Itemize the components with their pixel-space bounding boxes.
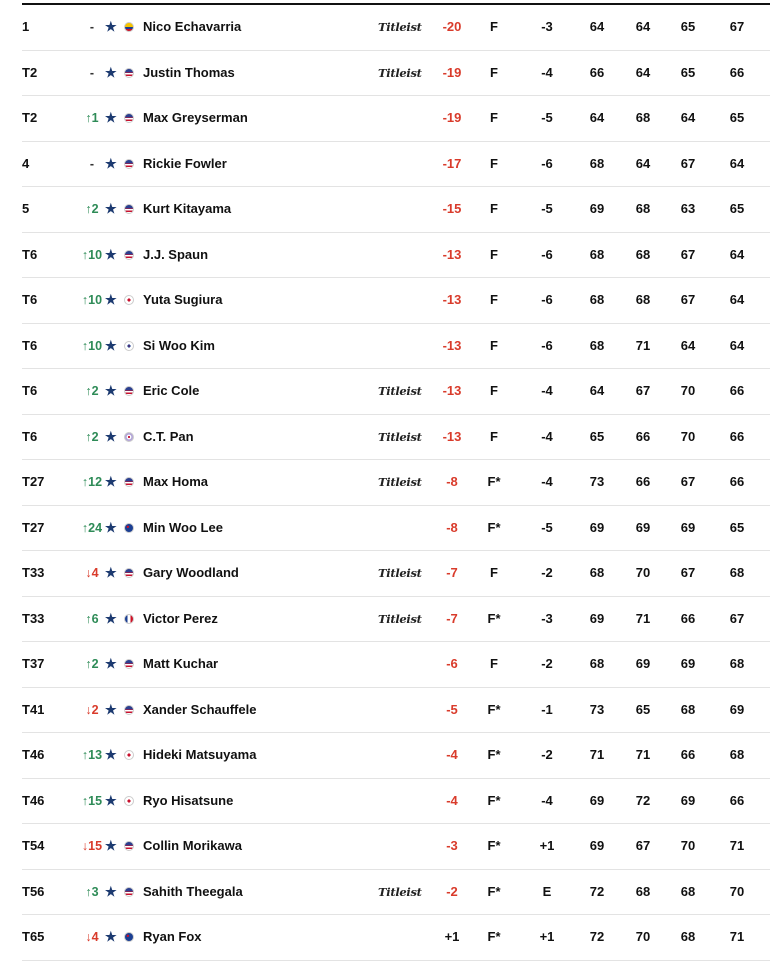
thru: F* — [487, 792, 501, 808]
player-name[interactable]: Eric Cole — [143, 383, 200, 398]
country-flag-icon — [124, 841, 134, 851]
round-3-score: 69 — [680, 519, 696, 535]
star-icon[interactable]: ★ — [105, 19, 117, 34]
round-4-score: 65 — [729, 519, 745, 535]
position: T2 — [22, 64, 38, 80]
round-score-to-par: -3 — [541, 19, 553, 34]
leaderboard-row[interactable] — [22, 96, 770, 142]
position: T46 — [22, 792, 45, 808]
total-to-par: +1 — [444, 929, 460, 944]
country-flag-icon — [124, 113, 134, 123]
thru: F — [490, 656, 498, 671]
round-score-to-par: -2 — [541, 656, 553, 671]
country-flag-icon — [124, 932, 134, 942]
player-name[interactable]: Rickie Fowler — [143, 155, 227, 171]
round-3-score: 70 — [680, 428, 696, 444]
round-2-score: 68 — [635, 883, 651, 899]
round-2-score: 65 — [635, 701, 651, 717]
total-to-par: -19 — [442, 64, 462, 80]
round-score-to-par: -5 — [541, 110, 553, 125]
round-1-score: 71 — [589, 747, 605, 762]
position-movement: - — [89, 20, 95, 34]
round-1-score: 69 — [589, 610, 605, 626]
round-1-score: 64 — [589, 19, 605, 34]
country-flag-icon — [124, 432, 134, 442]
round-3-score: 64 — [680, 110, 696, 125]
round-4-score: 65 — [729, 201, 745, 216]
round-2-score: 71 — [635, 610, 651, 626]
position: T27 — [22, 474, 45, 489]
round-3-score: 64 — [680, 337, 696, 353]
round-2-score: 70 — [635, 929, 651, 944]
star-icon[interactable]: ★ — [105, 838, 117, 853]
country-flag-icon — [124, 477, 134, 487]
round-3-score: 69 — [680, 792, 696, 808]
round-4-score: 71 — [729, 929, 745, 944]
star-icon[interactable]: ★ — [105, 701, 117, 717]
leaderboard-row[interactable] — [22, 506, 770, 552]
country-flag-icon — [124, 568, 134, 578]
round-3-score: 68 — [680, 929, 696, 944]
round-4-score: 66 — [729, 383, 745, 398]
leaderboard-row[interactable] — [22, 369, 770, 415]
round-1-score: 69 — [589, 519, 605, 535]
titleist-logo: Titleist — [378, 429, 422, 444]
round-2-score: 66 — [635, 474, 651, 489]
leaderboard-row[interactable] — [22, 642, 770, 688]
round-4-score: 71 — [729, 838, 745, 853]
total-to-par: -19 — [442, 110, 462, 125]
round-score-to-par: -4 — [541, 474, 553, 489]
player-name[interactable]: Xander Schauffele — [143, 701, 257, 717]
player-name[interactable]: C.T. Pan — [143, 428, 194, 444]
round-4-score: 66 — [729, 64, 745, 80]
total-to-par: -2 — [446, 883, 458, 899]
position-movement: ↑2 — [85, 202, 99, 216]
round-4-score: 65 — [729, 110, 745, 125]
round-4-score: 69 — [729, 701, 745, 717]
round-4-score: 64 — [729, 155, 745, 171]
leaderboard-row[interactable] — [22, 824, 770, 870]
country-flag-icon — [124, 386, 134, 396]
total-to-par: -5 — [446, 701, 458, 717]
player-name[interactable]: Collin Morikawa — [143, 838, 242, 853]
round-2-score: 68 — [635, 110, 651, 125]
thru: F* — [487, 519, 501, 535]
round-score-to-par: -4 — [541, 64, 553, 80]
round-1-score: 73 — [589, 474, 605, 489]
round-1-score: 68 — [589, 155, 605, 171]
leaderboard-row[interactable] — [22, 688, 770, 734]
star-icon[interactable]: ★ — [105, 428, 117, 444]
country-flag-icon — [124, 796, 134, 806]
titleist-logo: Titleist — [378, 20, 422, 34]
star-icon[interactable]: ★ — [105, 201, 117, 216]
star-icon[interactable]: ★ — [105, 110, 117, 125]
round-2-score: 69 — [635, 519, 651, 535]
player-name[interactable]: Max Greyserman — [143, 110, 248, 125]
position: T41 — [22, 701, 45, 717]
leaderboard-row[interactable] — [22, 324, 770, 370]
position: T6 — [22, 246, 38, 262]
position: T37 — [22, 656, 45, 671]
leaderboard-row[interactable] — [22, 233, 770, 279]
star-icon[interactable]: ★ — [105, 246, 117, 262]
player-name[interactable]: Ryan Fox — [143, 929, 202, 944]
position: T33 — [22, 610, 45, 626]
total-to-par: -13 — [442, 292, 462, 307]
star-icon[interactable]: ★ — [105, 155, 117, 171]
position: T27 — [22, 519, 45, 535]
player-name[interactable]: Sahith Theegala — [143, 883, 243, 899]
round-4-score: 68 — [729, 656, 745, 671]
star-icon[interactable]: ★ — [105, 565, 117, 580]
round-4-score: 67 — [729, 19, 745, 34]
position-movement: ↑10 — [81, 293, 103, 307]
thru: F — [490, 155, 498, 171]
total-to-par: -13 — [442, 428, 462, 444]
round-3-score: 67 — [680, 565, 696, 580]
position: T56 — [22, 883, 45, 899]
star-icon[interactable]: ★ — [105, 656, 117, 671]
leaderboard-row[interactable] — [22, 187, 770, 233]
player-name[interactable]: Justin Thomas — [143, 64, 235, 80]
round-2-score: 70 — [635, 565, 651, 580]
star-icon[interactable]: ★ — [105, 883, 117, 899]
position: T46 — [22, 747, 45, 762]
position-movement: ↑2 — [85, 384, 99, 398]
leaderboard-row[interactable] — [22, 415, 770, 461]
titleist-logo: Titleist — [378, 566, 422, 580]
position: T54 — [22, 838, 45, 853]
star-icon[interactable]: ★ — [105, 519, 117, 535]
round-1-score: 68 — [589, 337, 605, 353]
leaderboard-row[interactable] — [22, 551, 770, 597]
position-movement: ↑10 — [81, 338, 103, 353]
thru: F* — [487, 474, 501, 489]
round-3-score: 63 — [680, 201, 696, 216]
round-3-score: 65 — [680, 19, 696, 34]
round-score-to-par: -6 — [541, 292, 553, 307]
country-flag-icon — [124, 523, 134, 533]
thru: F — [490, 337, 498, 353]
thru: F — [490, 383, 498, 398]
star-icon[interactable]: ★ — [105, 610, 117, 626]
position-movement: ↑2 — [85, 657, 99, 671]
total-to-par: -7 — [446, 565, 458, 580]
position-movement: ↑10 — [81, 247, 103, 262]
round-2-score: 71 — [635, 337, 651, 353]
country-flag-icon — [124, 750, 134, 760]
round-2-score: 64 — [635, 19, 651, 34]
leaderboard-row[interactable] — [22, 5, 770, 51]
position: T6 — [22, 292, 38, 307]
country-flag-icon — [124, 68, 134, 78]
position-movement: ↑15 — [81, 793, 103, 808]
player-name[interactable]: Max Homa — [143, 474, 209, 489]
round-1-score: 72 — [589, 929, 605, 944]
round-3-score: 66 — [680, 610, 696, 626]
round-1-score: 68 — [589, 565, 605, 580]
titleist-logo: Titleist — [378, 884, 422, 899]
thru: F* — [487, 929, 501, 944]
country-flag-icon — [124, 250, 134, 260]
round-score-to-par: -5 — [541, 519, 553, 535]
country-flag-icon — [124, 22, 134, 32]
position: T6 — [22, 383, 38, 398]
thru: F* — [487, 883, 501, 899]
round-2-score: 66 — [635, 428, 651, 444]
round-score-to-par: +1 — [539, 838, 555, 853]
round-2-score: 67 — [635, 838, 651, 853]
position: T2 — [22, 110, 38, 125]
round-2-score: 64 — [635, 64, 651, 80]
position-movement: ↑2 — [85, 429, 99, 444]
country-flag-icon — [124, 159, 134, 169]
round-2-score: 68 — [635, 292, 651, 307]
round-3-score: 68 — [680, 883, 696, 899]
player-name[interactable]: Hideki Matsuyama — [143, 747, 257, 762]
star-icon[interactable]: ★ — [105, 383, 117, 398]
round-1-score: 68 — [589, 292, 605, 307]
titleist-logo: Titleist — [378, 475, 422, 489]
star-icon[interactable]: ★ — [105, 337, 117, 353]
round-3-score: 67 — [680, 246, 696, 262]
position-movement: - — [89, 156, 95, 171]
player-name[interactable]: Si Woo Kim — [143, 337, 215, 353]
titleist-logo: Titleist — [378, 384, 422, 398]
country-flag-icon — [124, 295, 134, 305]
round-score-to-par: -4 — [541, 383, 553, 398]
country-flag-icon — [124, 341, 134, 351]
position-movement: ↑6 — [85, 611, 99, 626]
round-score-to-par: -4 — [541, 428, 553, 444]
round-1-score: 68 — [589, 656, 605, 671]
round-4-score: 66 — [729, 474, 745, 489]
round-4-score: 66 — [729, 792, 745, 808]
round-4-score: 64 — [729, 337, 745, 353]
thru: F — [490, 201, 498, 216]
total-to-par: -20 — [442, 19, 462, 34]
total-to-par: -6 — [446, 656, 458, 671]
position-movement: ↓2 — [85, 702, 99, 717]
position-movement: ↑24 — [81, 520, 103, 535]
round-score-to-par: -5 — [541, 201, 553, 216]
titleist-logo: Titleist — [378, 611, 422, 626]
player-name[interactable]: Kurt Kitayama — [143, 201, 232, 216]
thru: F — [490, 110, 498, 125]
round-2-score: 67 — [635, 383, 651, 398]
round-score-to-par: -1 — [541, 701, 553, 717]
position-movement: ↓15 — [81, 839, 103, 853]
round-1-score: 64 — [589, 383, 605, 398]
player-name[interactable]: J.J. Spaun — [143, 246, 209, 262]
thru: F — [490, 428, 498, 444]
round-3-score: 67 — [680, 292, 696, 307]
round-score-to-par: +1 — [539, 929, 555, 944]
player-name[interactable]: Min Woo Lee — [143, 519, 223, 535]
round-score-to-par: -2 — [541, 747, 553, 762]
thru: F* — [487, 701, 501, 717]
star-icon[interactable]: ★ — [105, 64, 117, 80]
star-icon[interactable]: ★ — [105, 929, 117, 944]
player-name[interactable]: Ryo Hisatsune — [143, 792, 234, 808]
position-movement: - — [89, 65, 95, 80]
round-1-score: 66 — [589, 64, 605, 80]
star-icon[interactable]: ★ — [105, 292, 117, 307]
round-3-score: 65 — [680, 64, 696, 80]
position: T6 — [22, 337, 38, 353]
thru: F — [490, 565, 498, 580]
leaderboard-row[interactable] — [22, 597, 770, 643]
thru: F — [490, 64, 498, 80]
total-to-par: -13 — [442, 246, 462, 262]
country-flag-icon — [124, 887, 134, 897]
round-4-score: 70 — [729, 883, 745, 899]
round-1-score: 69 — [589, 201, 605, 216]
country-flag-icon — [124, 659, 134, 669]
player-name[interactable]: Yuta Sugiura — [143, 292, 223, 307]
round-4-score: 67 — [729, 610, 745, 626]
position-movement: ↓4 — [85, 566, 99, 580]
star-icon[interactable]: ★ — [105, 474, 117, 489]
leaderboard-row[interactable] — [22, 733, 770, 779]
round-score-to-par: -2 — [541, 565, 553, 580]
total-to-par: -8 — [446, 519, 458, 535]
position: 1 — [22, 19, 30, 34]
leaderboard-row[interactable] — [22, 51, 770, 97]
thru: F — [490, 292, 498, 307]
round-4-score: 66 — [729, 428, 745, 444]
round-3-score: 70 — [680, 838, 696, 853]
total-to-par: -7 — [446, 610, 458, 626]
round-3-score: 67 — [680, 155, 696, 171]
round-score-to-par: -3 — [541, 610, 553, 626]
round-2-score: 68 — [635, 246, 651, 262]
round-3-score: 67 — [680, 474, 696, 489]
round-1-score: 69 — [589, 792, 605, 808]
round-1-score: 68 — [589, 246, 605, 262]
position-movement: ↓4 — [85, 930, 99, 944]
thru: F* — [487, 610, 501, 626]
position: T65 — [22, 929, 45, 944]
leaderboard-row[interactable] — [22, 870, 770, 916]
position-movement: ↑13 — [81, 748, 103, 762]
total-to-par: -13 — [442, 337, 462, 353]
round-2-score: 68 — [635, 201, 651, 216]
total-to-par: -8 — [446, 474, 458, 489]
round-4-score: 68 — [729, 747, 745, 762]
round-score-to-par: -6 — [541, 155, 553, 171]
player-name[interactable]: Nico Echavarria — [143, 19, 242, 34]
round-score-to-par: -4 — [541, 792, 553, 808]
total-to-par: -3 — [446, 838, 458, 853]
round-4-score: 64 — [729, 292, 745, 307]
round-3-score: 70 — [680, 383, 696, 398]
round-1-score: 65 — [589, 428, 605, 444]
round-score-to-par: -6 — [541, 337, 553, 353]
round-4-score: 68 — [729, 565, 745, 580]
total-to-par: -4 — [446, 747, 458, 762]
thru: F* — [487, 838, 501, 853]
position-movement: ↑1 — [85, 111, 99, 125]
titleist-logo: Titleist — [378, 65, 422, 80]
round-score-to-par: E — [542, 883, 552, 899]
thru: F — [490, 246, 498, 262]
country-flag-icon — [124, 705, 134, 715]
player-name[interactable]: Matt Kuchar — [143, 656, 219, 671]
leaderboard-row[interactable] — [22, 278, 770, 324]
country-flag-icon — [124, 614, 134, 624]
leaderboard-row[interactable] — [22, 142, 770, 188]
star-icon[interactable]: ★ — [105, 747, 117, 762]
round-1-score: 73 — [589, 701, 605, 717]
round-3-score: 66 — [680, 747, 696, 762]
total-to-par: -13 — [442, 383, 462, 398]
leaderboard-row[interactable] — [22, 915, 770, 961]
round-1-score: 69 — [589, 838, 605, 853]
round-4-score: 64 — [729, 246, 745, 262]
position-movement: ↑12 — [81, 475, 103, 489]
country-flag-icon — [124, 204, 134, 214]
position: 5 — [22, 201, 30, 216]
player-name[interactable]: Gary Woodland — [143, 565, 239, 580]
round-3-score: 68 — [680, 701, 696, 717]
position: T33 — [22, 565, 45, 580]
total-to-par: -17 — [442, 155, 462, 171]
round-2-score: 72 — [635, 792, 651, 808]
round-1-score: 72 — [589, 883, 605, 899]
round-2-score: 69 — [635, 656, 651, 671]
position: T6 — [22, 428, 38, 444]
star-icon[interactable]: ★ — [105, 792, 117, 808]
thru: F* — [487, 747, 501, 762]
total-to-par: -15 — [442, 201, 462, 216]
round-1-score: 64 — [589, 110, 605, 125]
position: 4 — [22, 155, 30, 171]
round-2-score: 71 — [635, 747, 651, 762]
round-3-score: 69 — [680, 656, 696, 671]
round-score-to-par: -6 — [541, 246, 553, 262]
position-movement: ↑3 — [85, 884, 99, 899]
leaderboard-row[interactable] — [22, 779, 770, 825]
leaderboard-row[interactable] — [22, 460, 770, 506]
thru: F — [490, 19, 498, 34]
total-to-par: -4 — [446, 792, 458, 808]
round-2-score: 64 — [635, 155, 651, 171]
player-name[interactable]: Victor Perez — [143, 610, 218, 626]
